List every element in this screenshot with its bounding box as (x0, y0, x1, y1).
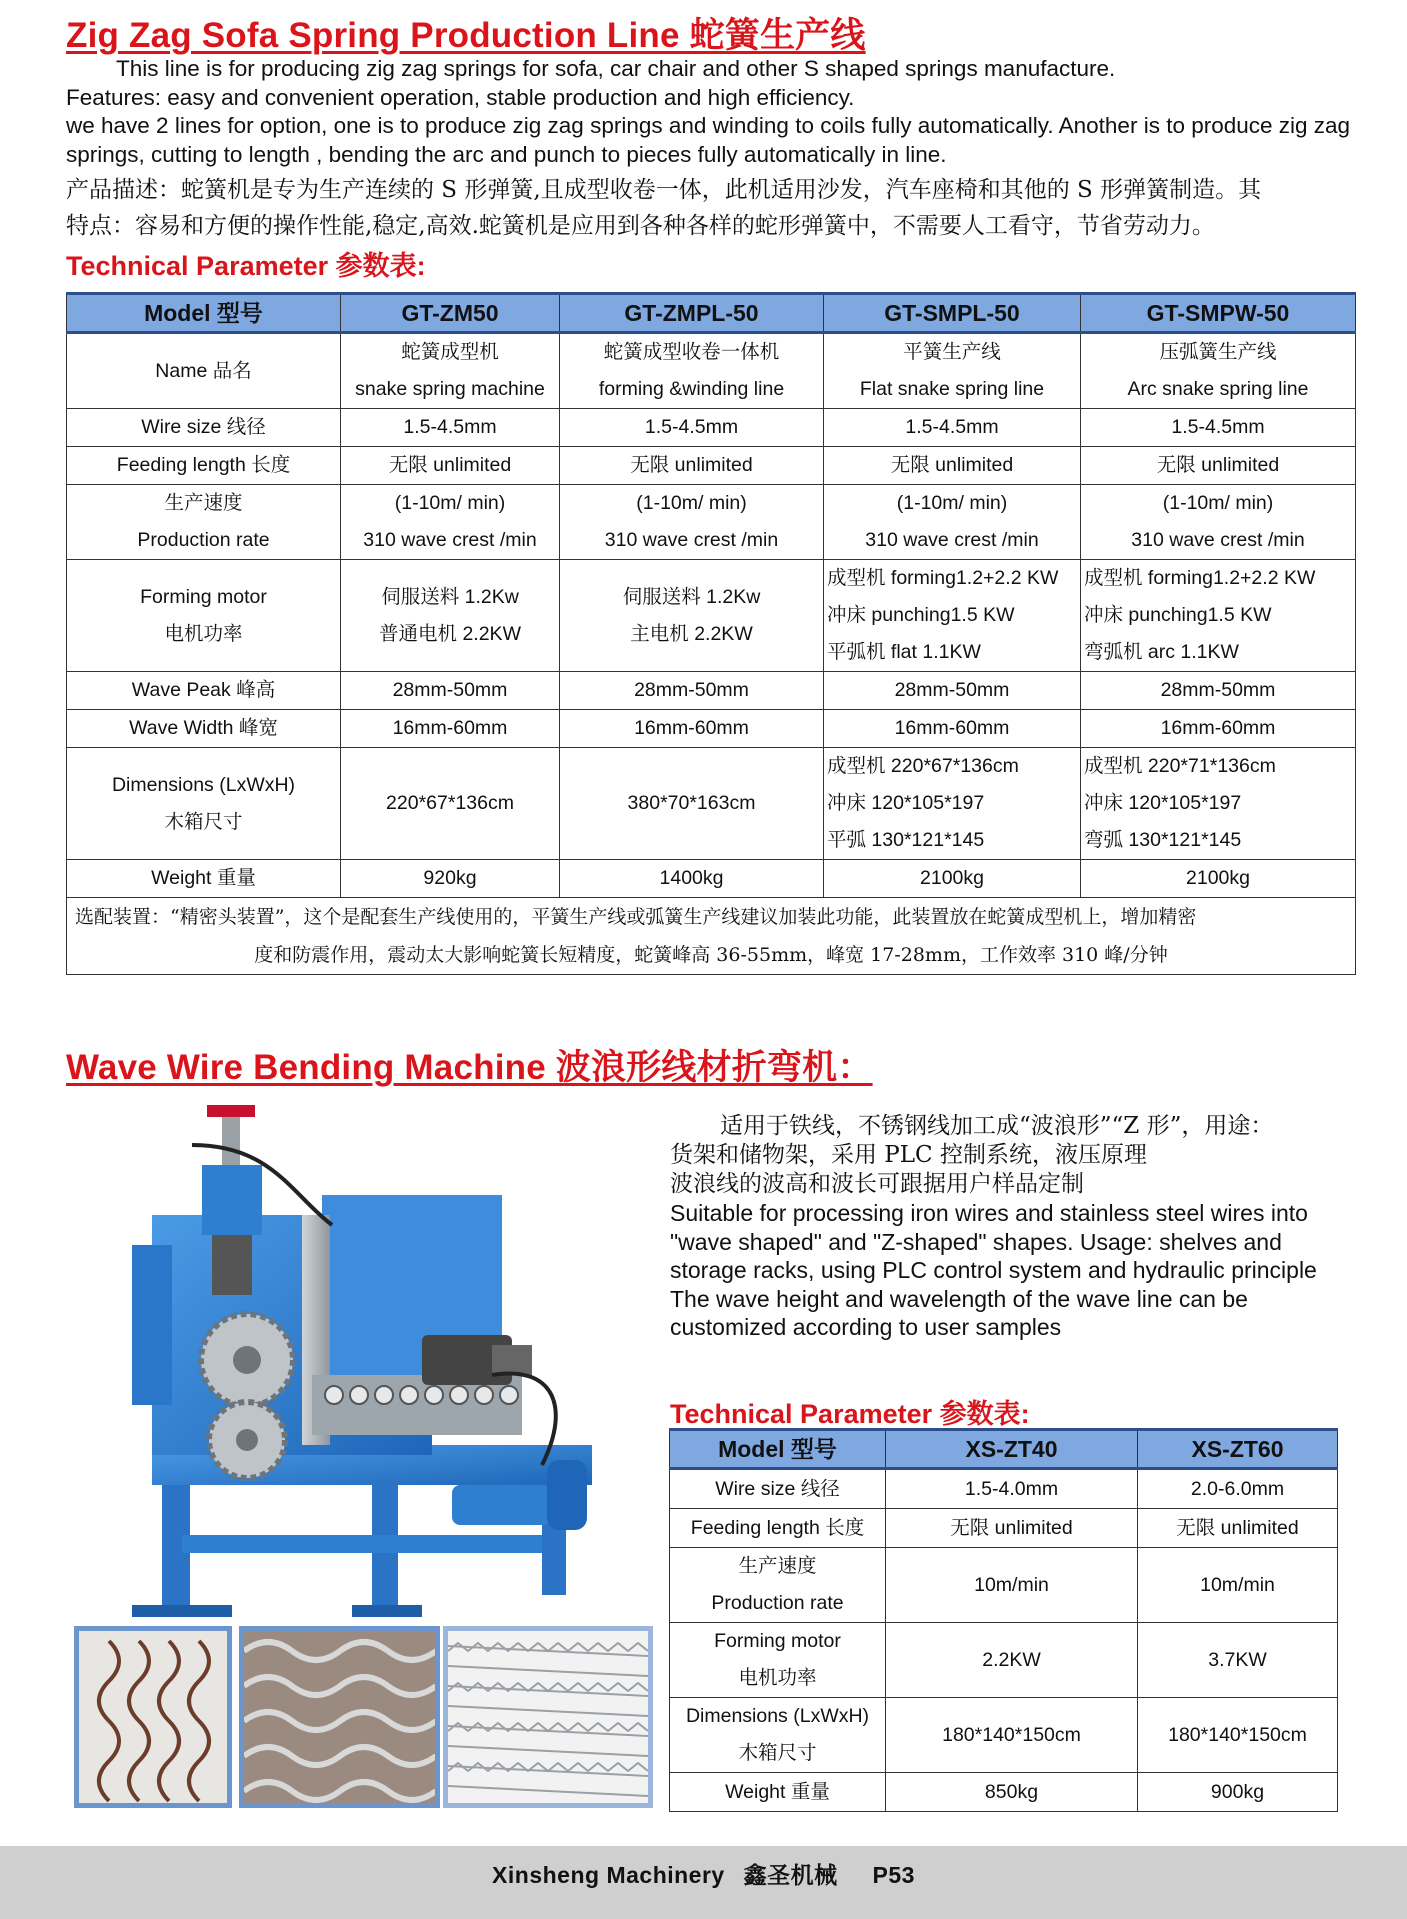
cell-line: 冲床 120*105*197 (827, 792, 985, 814)
cell-line: 无限 unlimited (890, 454, 1014, 476)
row-label-line: Weight 重量 (151, 867, 256, 889)
intro-cn-line: 产品描述：蛇簧机是专为生产连续的 S 形弹簧,且成型收卷一体，此机适用沙发，汽车座椅和其他的 S 形弹簧制造。其 (66, 177, 1262, 203)
section2-param-title: Technical Parameter 参数表: (670, 1399, 1030, 1429)
table-cell (560, 860, 824, 898)
table-cell (824, 485, 1081, 560)
row-label-line: Production rate (711, 1592, 844, 1614)
table-cell (886, 1773, 1138, 1812)
footer-company-cn: 鑫圣机械 (743, 1862, 838, 1888)
row-label-line: Production rate (137, 529, 270, 551)
table-row (67, 409, 1356, 447)
cell-line: 16mm-60mm (1160, 717, 1276, 739)
table-cell (1081, 748, 1356, 860)
intro-cn-line: 特点：容易和方便的操作性能,稳定,高效.蛇簧机是应用到各种各样的蛇形弹簧中，不需要人工看守，节省劳动力。 (66, 213, 1215, 239)
header-gt-zm50: GT-ZM50 (341, 294, 560, 333)
cell-line: (1-10m/ min) (636, 492, 747, 514)
table-cell (1138, 1623, 1338, 1698)
table-cell (886, 1509, 1138, 1548)
cell-line: 弯弧机 arc 1.1KW (1084, 641, 1239, 663)
row-label-line: Feeding length 长度 (690, 1517, 865, 1539)
table-row (670, 1509, 1338, 1548)
header-xs-zt40: XS-ZT40 (886, 1430, 1138, 1469)
table-row (670, 1698, 1338, 1773)
cell-line: 冲床 120*105*197 (1084, 792, 1242, 814)
intro-line: Features: easy and convenient operation, stable production and high efficiency. (66, 84, 855, 110)
cell-line: 900kg (1210, 1781, 1265, 1803)
cell-line: Arc snake spring line (1127, 378, 1309, 400)
cell-line: (1-10m/ min) (394, 492, 506, 514)
wave-wire-sample-icon (244, 1631, 435, 1803)
cell-line: 380*70*163cm (627, 792, 756, 814)
sample-image-wave (239, 1626, 440, 1808)
cell-line: 2.2KW (982, 1648, 1041, 1671)
table-row (67, 485, 1356, 560)
table-cell (886, 1623, 1138, 1698)
section1-param-title: Technical Parameter 参数表: (66, 251, 426, 281)
cell-line: 无限 unlimited (630, 454, 753, 476)
note-line: 选配装置：“精密头装置”，这个是配套生产线使用的，平簧生产线或弧簧生产线建议加装此功能，此装置放在蛇簧成型机上，增加精密 (75, 906, 1197, 928)
table-cell (824, 748, 1081, 860)
table-cell (886, 1698, 1138, 1773)
cell-line: 普通电机 2.2KW (379, 622, 521, 645)
cell-line: 16mm-60mm (392, 717, 508, 739)
cell-line: 3.7KW (1208, 1648, 1267, 1671)
table-cell (1081, 333, 1356, 409)
row-label-line: 生产速度 (738, 1555, 817, 1577)
table-cell (1138, 1509, 1338, 1548)
wave-wire-bending-machine-image (72, 1105, 652, 1625)
row-label-line: Wave Width 峰宽 (129, 717, 278, 739)
row-label (67, 447, 341, 485)
cell-line: 16mm-60mm (634, 717, 749, 739)
table-cell (1138, 1698, 1338, 1773)
cell-line: 10m/min (1200, 1573, 1275, 1596)
cell-line: 920kg (423, 867, 477, 889)
table-cell (560, 710, 824, 748)
desc-cn-line: 货架和储物架，采用 PLC 控制系统，液压原理 (670, 1142, 1147, 1168)
header-gt-zmpl-50: GT-ZMPL-50 (560, 294, 824, 333)
machine-photo (72, 1105, 652, 1625)
table-header-row (670, 1430, 1338, 1469)
row-label (67, 485, 341, 560)
row-label (67, 409, 341, 447)
desc-en-line: The wave height and wavelength of the wave line can be customized according to user samples (670, 1285, 1248, 1340)
table-cell (886, 1469, 1138, 1509)
row-label-line: 生产速度 (164, 492, 243, 514)
table-cell (341, 560, 560, 672)
section1-title: Zig Zag Sofa Spring Production Line 蛇簧生产线 (66, 16, 866, 55)
intro-line: This line is for producing zig zag springs for sofa, car chair and other S shaped springs manufacture. (116, 56, 1116, 81)
cell-line: 蛇簧成型收卷一体机 (603, 341, 780, 363)
cell-line: 310 wave crest /min (363, 529, 537, 551)
cell-line: 28mm-50mm (894, 679, 1010, 701)
intro-line: we have 2 lines for option, one is to produce zig zag springs and winding to coils fully automatically. Another is to produce zig zag springs, cutting to length , bending the arc and punch to pieces fully automatically in line. (66, 113, 1351, 167)
cell-line: 310 wave crest /min (865, 529, 1039, 551)
page-footer (0, 1846, 1407, 1919)
row-label-line: Feeding length 长度 (116, 454, 291, 476)
table-cell (341, 860, 560, 898)
table-cell (1081, 710, 1356, 748)
cell-line: 压弧簧生产线 (1159, 341, 1277, 363)
row-label (67, 333, 341, 409)
cell-line: 310 wave crest /min (1131, 529, 1305, 551)
section1-intro (66, 55, 1356, 244)
row-label-line: Forming motor (140, 585, 267, 608)
table-cell (1138, 1773, 1338, 1812)
cell-line: 10m/min (974, 1573, 1049, 1596)
table-row (670, 1773, 1338, 1812)
cell-line: 1400kg (659, 867, 724, 889)
cell-line: 无限 unlimited (950, 1517, 1073, 1539)
table-cell (1081, 672, 1356, 710)
cell-line: 2100kg (920, 867, 984, 889)
cell-line: forming &winding line (598, 378, 785, 400)
table-cell (1081, 447, 1356, 485)
table-cell (560, 485, 824, 560)
header-model: Model 型号 (670, 1430, 886, 1469)
table-cell (824, 560, 1081, 672)
desc-en-line: Suitable for processing iron wires and stainless steel wires into "wave shaped" and "Z-shaped" shapes. Usage: shelves and storage racks, using PLC control system and hydraulic principle (670, 1200, 1317, 1283)
table-cell (1081, 485, 1356, 560)
table-row (67, 860, 1356, 898)
table-cell (824, 409, 1081, 447)
cell-line: 冲床 punching1.5 KW (827, 604, 1015, 626)
table-cell (341, 447, 560, 485)
table-cell (886, 1548, 1138, 1623)
row-label (67, 672, 341, 710)
cell-line: 无限 unlimited (1176, 1517, 1299, 1539)
cell-line: 平弧 130*121*145 (827, 829, 985, 851)
row-label (67, 560, 341, 672)
row-label-line: Wire size 线径 (141, 416, 266, 438)
cell-line: 1.5-4.5mm (905, 416, 999, 438)
cell-line: 成型机 220*71*136cm (1084, 755, 1276, 777)
table-cell (341, 485, 560, 560)
row-label-line: 电机功率 (164, 622, 243, 645)
table-row (670, 1469, 1338, 1509)
cell-line: 1.5-4.5mm (644, 416, 739, 438)
cell-line: 成型机 220*67*136cm (827, 755, 1019, 777)
spec-table-zigzag (66, 292, 1356, 975)
header-model: Model 型号 (67, 294, 341, 333)
table-cell (341, 333, 560, 409)
cell-line: 180*140*150cm (1168, 1723, 1307, 1746)
header-xs-zt60: XS-ZT60 (1138, 1430, 1338, 1469)
row-label (67, 860, 341, 898)
cell-line: (1-10m/ min) (896, 492, 1008, 514)
table-cell (1081, 560, 1356, 672)
zigzag-wire-sample-icon (79, 1631, 227, 1803)
option-note (67, 898, 1356, 975)
table-cell (1081, 860, 1356, 898)
cell-line: 28mm-50mm (634, 679, 749, 701)
cell-line: 2100kg (1186, 867, 1250, 889)
table-row (67, 672, 1356, 710)
desc-cn-line: 适用于铁线，不锈钢线加工成“波浪形”“Z 形”，用途： (720, 1113, 1274, 1139)
footer-company-en: Xinsheng Machinery (492, 1862, 725, 1888)
row-label (670, 1773, 886, 1812)
table-cell (824, 672, 1081, 710)
table-cell (341, 710, 560, 748)
table-cell (560, 672, 824, 710)
table-cell (560, 333, 824, 409)
cell-line: 16mm-60mm (894, 717, 1010, 739)
row-label (670, 1548, 886, 1623)
cell-line: 850kg (984, 1781, 1039, 1803)
cell-line: 无限 unlimited (388, 454, 512, 476)
section2-title: Wave Wire Bending Machine 波浪形线材折弯机： (66, 1048, 873, 1087)
cell-line: 220*67*136cm (386, 792, 514, 814)
cell-line: 伺服送料 1.2Kw (622, 585, 761, 608)
row-label (670, 1509, 886, 1548)
header-gt-smpw-50: GT-SMPW-50 (1081, 294, 1356, 333)
cell-line: 弯弧 130*121*145 (1084, 829, 1242, 851)
cell-line: 310 wave crest /min (604, 529, 779, 551)
table-row (67, 710, 1356, 748)
cell-line: 蛇簧成型机 (401, 341, 499, 363)
cell-line: 无限 unlimited (1156, 454, 1280, 476)
cell-line: 主电机 2.2KW (630, 622, 753, 645)
cell-line: Flat snake spring line (859, 378, 1045, 400)
table-header-row (67, 294, 1356, 333)
table-row (67, 447, 1356, 485)
table-cell (341, 748, 560, 860)
row-label (67, 710, 341, 748)
cell-line: 伺服送料 1.2Kw (381, 585, 519, 608)
table-row (67, 560, 1356, 672)
table-cell (824, 710, 1081, 748)
row-label (670, 1469, 886, 1509)
row-label-line: 木箱尺寸 (738, 1742, 817, 1764)
table-cell (1081, 409, 1356, 447)
table-row (670, 1548, 1338, 1623)
table-cell (560, 748, 824, 860)
section2-description (670, 1112, 1350, 1342)
table-cell (560, 560, 824, 672)
table-cell (560, 447, 824, 485)
sample-image-zigzag (74, 1626, 232, 1808)
row-label (67, 748, 341, 860)
table-row (67, 748, 1356, 860)
table-cell (1138, 1548, 1338, 1623)
wire-rack-sample-icon (448, 1631, 648, 1803)
table-cell (824, 447, 1081, 485)
row-label-line: Wave Peak 峰高 (131, 679, 276, 701)
cell-line: 成型机 forming1.2+2.2 KW (827, 567, 1059, 589)
cell-line: 成型机 forming1.2+2.2 KW (1084, 567, 1316, 589)
row-label-line: Weight 重量 (725, 1781, 830, 1803)
note-line: 度和防震作用，震动太大影响蛇簧长短精度，蛇簧峰高 36-55mm，峰宽 17-28mm，工作效率 310 峰/分钟 (254, 944, 1168, 966)
row-label-line: Dimensions (LxWxH) (685, 1705, 870, 1727)
cell-line: (1-10m/ min) (1162, 492, 1274, 514)
cell-line: 冲床 punching1.5 KW (1084, 604, 1272, 626)
header-gt-smpl-50: GT-SMPL-50 (824, 294, 1081, 333)
cell-line: 平簧生产线 (903, 341, 1001, 363)
row-label-line: 木箱尺寸 (164, 810, 243, 833)
row-label-line: Dimensions (LxWxH) (111, 773, 296, 796)
table-cell (341, 409, 560, 447)
spec-table-wave (669, 1428, 1338, 1812)
cell-line: 28mm-50mm (1160, 679, 1276, 701)
table-note-row (67, 898, 1356, 975)
cell-line: 2.0-6.0mm (1190, 1478, 1285, 1500)
footer-page-number: P53 (872, 1862, 915, 1888)
row-label (670, 1698, 886, 1773)
row-label-line: Name 品名 (155, 359, 252, 382)
table-cell (824, 860, 1081, 898)
table-cell (1138, 1469, 1338, 1509)
table-cell (560, 409, 824, 447)
cell-line: 平弧机 flat 1.1KW (827, 641, 981, 663)
cell-line: 28mm-50mm (392, 679, 508, 701)
table-cell (824, 333, 1081, 409)
table-cell (341, 672, 560, 710)
table-row (670, 1623, 1338, 1698)
desc-cn-line: 波浪线的波高和波长可跟据用户样品定制 (670, 1171, 1084, 1197)
cell-line: 180*140*150cm (942, 1723, 1081, 1746)
row-label (670, 1623, 886, 1698)
cell-line: 1.5-4.5mm (1171, 416, 1265, 438)
sample-image-rack (443, 1626, 653, 1808)
table-row (67, 333, 1356, 409)
row-label-line: Forming motor (714, 1630, 841, 1652)
cell-line: snake spring machine (355, 378, 545, 400)
row-label-line: 电机功率 (738, 1667, 817, 1689)
row-label-line: Wire size 线径 (715, 1478, 840, 1500)
cell-line: 1.5-4.0mm (964, 1478, 1059, 1500)
cell-line: 1.5-4.5mm (403, 416, 497, 438)
